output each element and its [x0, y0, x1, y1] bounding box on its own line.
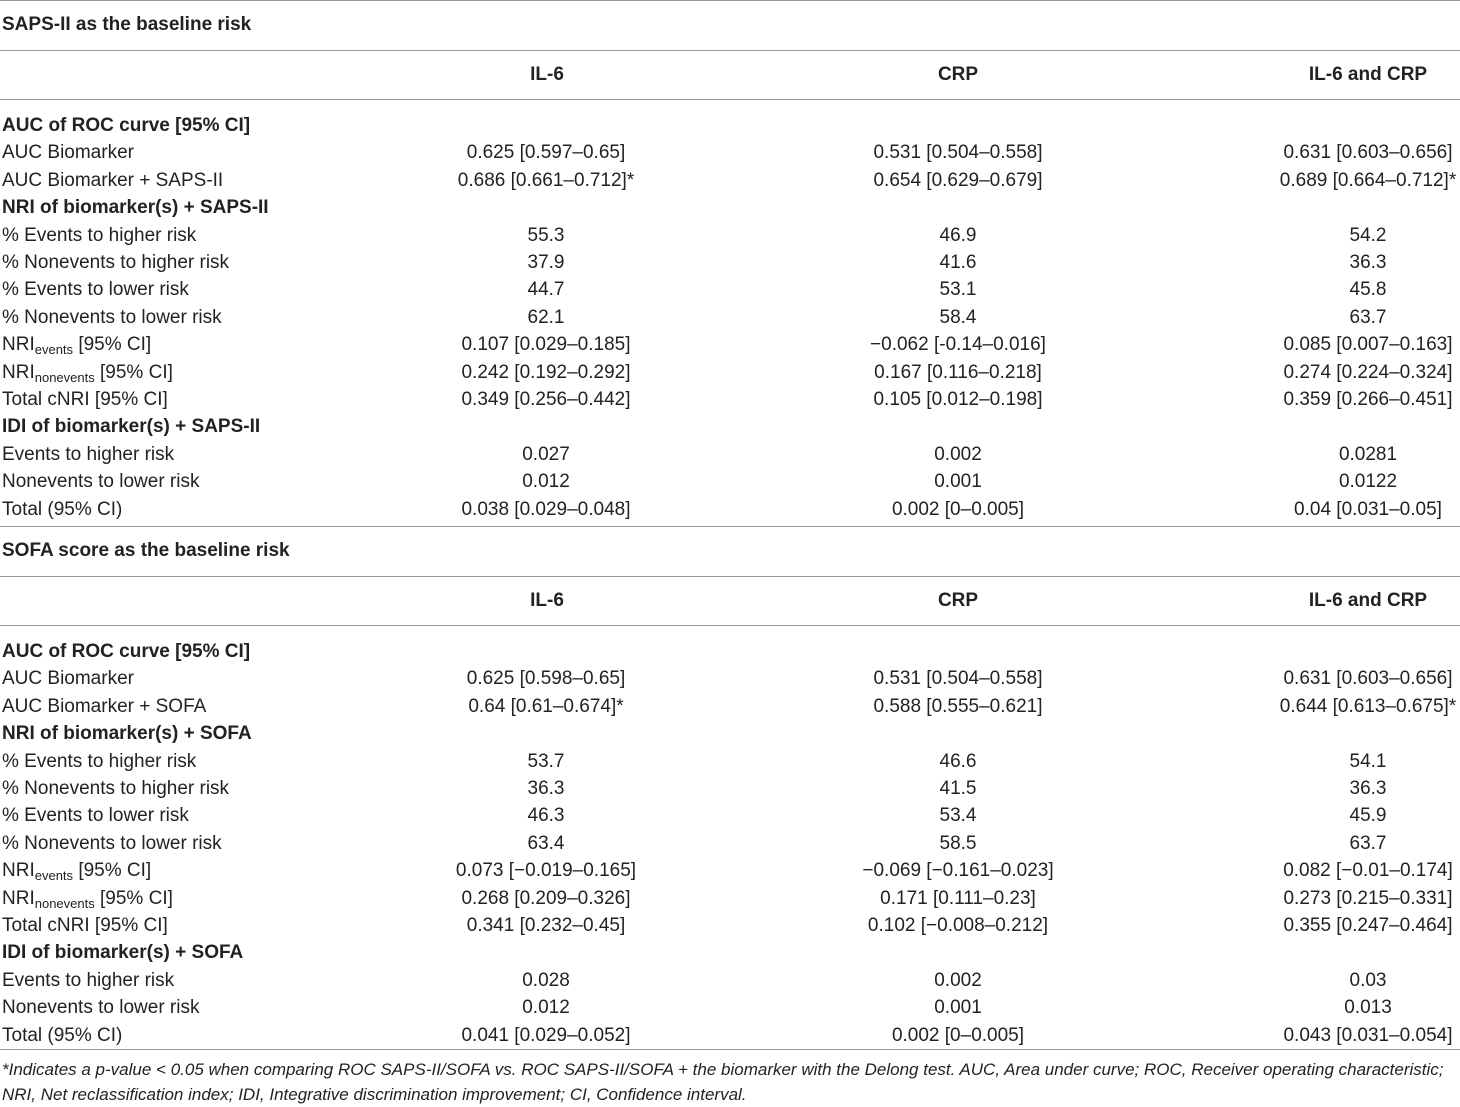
table-cell: 36.3	[1349, 778, 1387, 799]
table-cell: 63.7	[1349, 306, 1387, 328]
table-cell: 41.5	[939, 778, 977, 799]
table-cell: 0.001	[934, 471, 982, 493]
table-row	[0, 857, 1460, 884]
row-label: % Events to lower risk	[2, 805, 189, 827]
section-top-rule	[0, 526, 1460, 527]
table-cell: −0.069 [−0.161–0.023]	[862, 860, 1054, 882]
row-label: Total (95% CI)	[2, 498, 123, 520]
table-cell: 0.027	[522, 443, 570, 465]
row-label: % Nonevents to higher risk	[2, 778, 230, 799]
row-label: AUC Biomarker	[2, 142, 134, 164]
table-row	[0, 496, 1460, 523]
header-top-rule	[0, 50, 1460, 51]
table-cell: 0.355 [0.247–0.464]	[1283, 915, 1453, 936]
table-cell: 0.001	[934, 997, 982, 1019]
row-label: Total (95% CI)	[2, 1024, 123, 1046]
table-row	[0, 994, 1460, 1021]
row-label: Nonevents to lower risk	[2, 997, 200, 1019]
header-bottom-rule	[0, 99, 1460, 100]
table-cell: 53.4	[939, 805, 977, 827]
table-cell: 0.644 [0.613–0.675]*	[1279, 695, 1457, 717]
row-label: % Events to higher risk	[2, 224, 197, 246]
table-row	[0, 830, 1460, 857]
table-cell: 0.631 [0.603–0.656]	[1283, 668, 1453, 690]
row-label: $NRI_{events}$ [95% CI]	[2, 860, 152, 884]
table-cell: 0.105 [0.012–0.198]	[873, 389, 1043, 410]
row-label: % Nonevents to higher risk	[2, 252, 230, 273]
table-cell: 63.7	[1349, 832, 1387, 854]
table-cell: 0.002	[934, 443, 982, 465]
column-header: IL-6 and CRP	[1308, 64, 1428, 85]
table-cell: 0.102 [−0.008–0.212]	[867, 915, 1049, 936]
table-cell: 0.013	[1344, 997, 1392, 1019]
row-label: AUC Biomarker + SOFA	[2, 695, 207, 717]
table-cell: 0.002 [0–0.005]	[891, 1024, 1025, 1046]
table-cell: 63.4	[527, 832, 565, 854]
group-label: IDI of biomarker(s) + SAPS-II	[2, 416, 261, 438]
table-cell: 0.0122	[1338, 471, 1398, 493]
row-label-subscript: events	[34, 342, 74, 358]
group-label: AUC of ROC curve [95% CI]	[2, 641, 251, 662]
row-label: $NRI_{events}$ [95% CI]	[2, 334, 152, 358]
column-header: IL-6	[530, 590, 564, 611]
table-cell: 0.531 [0.504–0.558]	[873, 668, 1043, 690]
table-cell: 0.043 [0.031–0.054]	[1283, 1024, 1453, 1046]
row-label-subscript: events	[34, 868, 74, 884]
table-cell: 0.085 [0.007–0.163]	[1283, 334, 1453, 356]
table-cell: 46.6	[939, 750, 977, 772]
row-label-subscript: nonevents	[34, 369, 95, 385]
row-label: Nonevents to lower risk	[2, 471, 200, 493]
header-top-rule	[0, 576, 1460, 577]
group-label: IDI of biomarker(s) + SOFA	[2, 942, 244, 964]
table-row	[0, 912, 1460, 939]
group-header-row	[0, 194, 1460, 221]
table-row	[0, 885, 1460, 912]
column-header: CRP	[937, 590, 979, 611]
group-label: NRI of biomarker(s) + SAPS-II	[2, 197, 269, 219]
table-cell: 0.359 [0.266–0.451]	[1283, 389, 1453, 410]
table-cell: 0.03	[1349, 969, 1387, 991]
table-cell: 0.654 [0.629–0.679]	[873, 169, 1043, 191]
column-header: IL-6	[530, 64, 564, 85]
table-row	[0, 665, 1460, 692]
row-label: % Events to lower risk	[2, 279, 189, 301]
table-cell: 0.038 [0.029–0.048]	[461, 498, 631, 520]
table-cell: 0.631 [0.603–0.656]	[1283, 142, 1453, 164]
table-cell: 45.8	[1349, 279, 1387, 301]
table-cell: 55.3	[527, 224, 565, 246]
table-row	[0, 693, 1460, 720]
column-header: CRP	[937, 64, 979, 85]
table-cell: 0.588 [0.555–0.621]	[873, 695, 1043, 717]
table-cell: 0.625 [0.597–0.65]	[466, 142, 626, 164]
table-cell: 46.9	[939, 224, 977, 246]
table-row	[0, 331, 1460, 358]
table-cell: 0.002 [0–0.005]	[891, 498, 1025, 520]
table-cell: 0.082 [−0.01–0.174]	[1283, 860, 1453, 882]
row-label: Total cNRI [95% CI]	[2, 915, 168, 936]
row-label: AUC Biomarker + SAPS-II	[2, 169, 224, 191]
table-cell: 54.1	[1349, 750, 1387, 772]
header-bottom-rule	[0, 625, 1460, 626]
table-cell: 53.1	[939, 279, 977, 301]
table-cell: 0.268 [0.209–0.326]	[461, 887, 631, 909]
section-top-rule	[0, 0, 1460, 1]
row-label: Total cNRI [95% CI]	[2, 389, 168, 410]
group-header-row	[0, 413, 1460, 440]
table-row	[0, 222, 1460, 249]
table-cell: 0.028	[522, 969, 570, 991]
table-bottom-rule	[0, 1049, 1460, 1050]
table-cell: 0.64 [0.61–0.674]*	[468, 695, 624, 717]
table-row	[0, 249, 1460, 276]
table-row	[0, 304, 1460, 331]
table-cell: 0.107 [0.029–0.185]	[461, 334, 631, 356]
table-cell: 37.9	[527, 252, 565, 273]
table-cell: 53.7	[527, 750, 565, 772]
table-cell: 0.341 [0.232–0.45]	[466, 915, 626, 936]
group-header-row	[0, 112, 1460, 139]
table-cell: 36.3	[527, 778, 565, 799]
table-row	[0, 967, 1460, 994]
group-header-row	[0, 720, 1460, 747]
group-header-row	[0, 638, 1460, 665]
row-label: $NRI_{nonevents}$ [95% CI]	[2, 887, 173, 911]
table-cell: 0.012	[522, 471, 570, 493]
table-cell: 0.167 [0.116–0.218]	[874, 361, 1042, 383]
table-row	[0, 359, 1460, 386]
table-row	[0, 441, 1460, 468]
table-cell: 0.686 [0.661–0.712]*	[457, 169, 635, 191]
group-label: AUC of ROC curve [95% CI]	[2, 115, 251, 136]
table-row	[0, 775, 1460, 802]
row-label: % Nonevents to lower risk	[2, 832, 222, 854]
table-cell: 45.9	[1349, 805, 1387, 827]
table-cell: 0.242 [0.192–0.292]	[461, 361, 631, 383]
table-cell: 44.7	[527, 279, 565, 301]
table-row	[0, 167, 1460, 194]
table-cell: 0.171 [0.111–0.23]	[880, 887, 1036, 909]
row-label: % Events to higher risk	[2, 750, 197, 772]
table-cell: 62.1	[527, 306, 565, 328]
table-cell: 0.625 [0.598–0.65]	[466, 668, 626, 690]
table-cell: 41.6	[939, 252, 977, 273]
table-row	[0, 276, 1460, 303]
row-label-subscript: nonevents	[34, 895, 95, 911]
row-label: % Nonevents to lower risk	[2, 306, 222, 328]
table-footnote: *Indicates a p-value < 0.05 when comparing ROC SAPS-II/SOFA vs. ROC SAPS-II/SOFA + the biomarker with the Delong test. AUC, Area under curve; ROC, Receiver operating characteristic; NRI, Net reclassification index; IDI, Integrative discrimination improvement; CI, Confidence interval.	[2, 1060, 1444, 1104]
column-header: IL-6 and CRP	[1308, 590, 1428, 611]
section-title: SAPS-II as the baseline risk	[2, 14, 252, 35]
table-cell: 0.273 [0.215–0.331]	[1283, 887, 1453, 909]
table-cell: 54.2	[1349, 224, 1387, 246]
table-cell: 0.0281	[1338, 443, 1398, 465]
table-row	[0, 139, 1460, 166]
row-label: $NRI_{nonevents}$ [95% CI]	[2, 361, 173, 385]
table-cell: 0.531 [0.504–0.558]	[873, 142, 1043, 164]
table-cell: 0.274 [0.224–0.324]	[1283, 361, 1453, 383]
table-cell: 0.689 [0.664–0.712]*	[1279, 169, 1457, 191]
group-header-row	[0, 939, 1460, 966]
row-label: Events to higher risk	[2, 969, 175, 991]
table-cell: 0.002	[934, 969, 982, 991]
section-title: SOFA score as the baseline risk	[2, 540, 290, 561]
table-cell: −0.062 [-0.14–0.016]	[870, 334, 1046, 356]
table-cell: 36.3	[1349, 252, 1387, 273]
group-label: NRI of biomarker(s) + SOFA	[2, 723, 252, 745]
table-cell: 0.073 [−0.019–0.165]	[455, 860, 637, 882]
table-cell: 0.041 [0.029–0.052]	[461, 1024, 631, 1046]
table-cell: 0.04 [0.031–0.05]	[1294, 498, 1442, 520]
row-label: AUC Biomarker	[2, 668, 134, 690]
table-cell: 0.349 [0.256–0.442]	[461, 389, 631, 410]
row-label: Events to higher risk	[2, 443, 175, 465]
table-row	[0, 802, 1460, 829]
table-cell: 58.4	[939, 306, 977, 328]
table-row	[0, 386, 1460, 413]
table-row	[0, 1022, 1460, 1049]
table-cell: 58.5	[939, 832, 977, 854]
table-cell: 46.3	[527, 805, 565, 827]
table-cell: 0.012	[522, 997, 570, 1019]
table-row	[0, 748, 1460, 775]
table-row	[0, 468, 1460, 495]
